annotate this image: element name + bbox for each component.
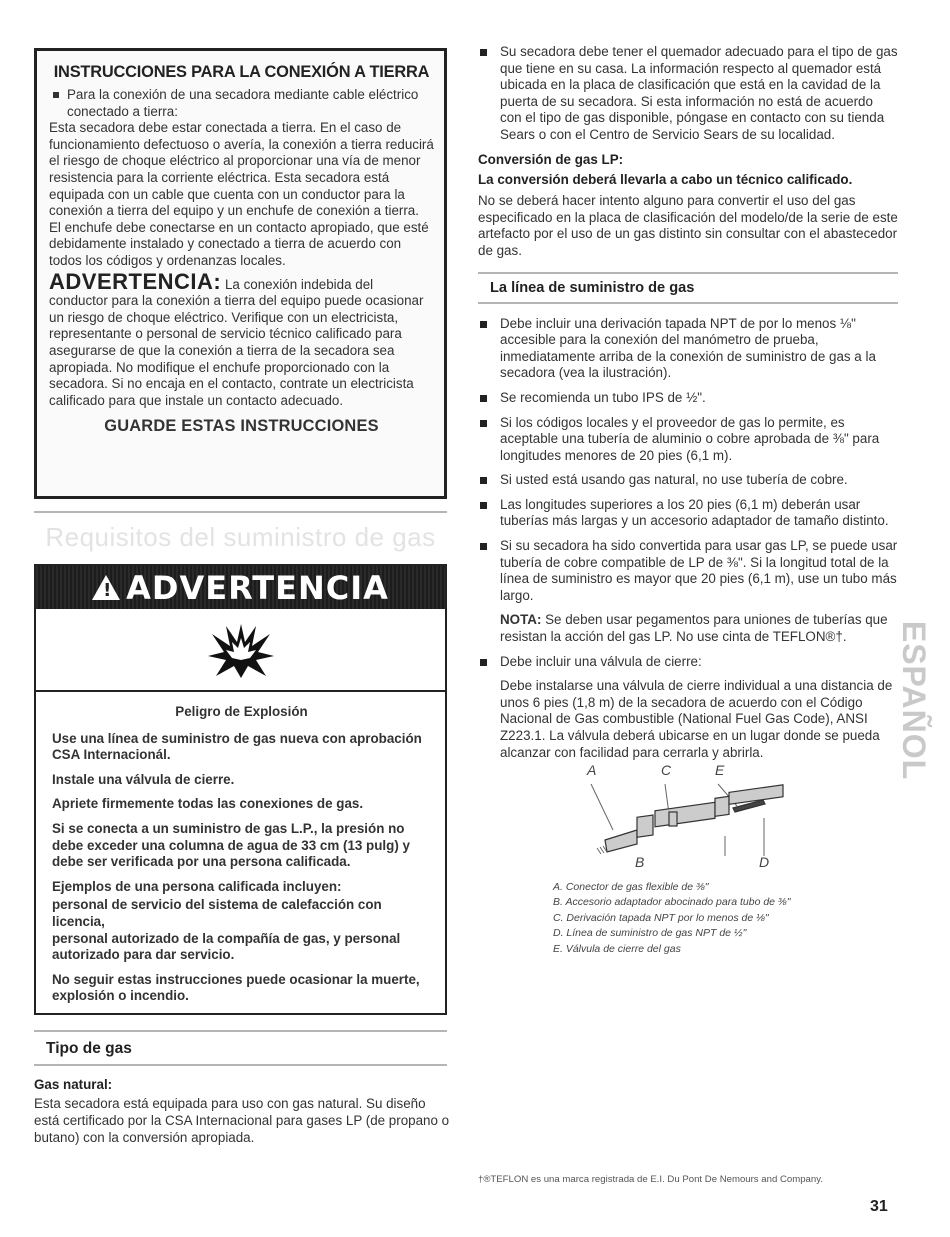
- diagram-label-d: D: [759, 854, 770, 870]
- teflon-footnote: †®TEFLON es una marca registrada de E.I. Du Pont De Nemours and Company.: [478, 1174, 823, 1185]
- section-divider: [34, 1064, 447, 1066]
- valve-bullet: Debe incluir una válvula de cierre:: [478, 654, 898, 671]
- diagram-label-e: E: [715, 762, 725, 778]
- note-label: NOTA:: [500, 612, 542, 628]
- burner-bullet: Su secadora debe tener el quemador adecuado para el tipo de gas que tiene en su casa. La información respecto al quemador está ubicada en la placa de clasificación que está en la cavidad de la puerta de su secadora. Si esta información no está de acuerdo con el tipo de gas disponible, póngase en contacto con su tienda Sears o con el Centro de Servicio Sears de su localidad.: [478, 44, 898, 144]
- section-divider: [478, 272, 898, 274]
- grounding-warning: [49, 268, 434, 410]
- save-instructions-heading: GUARDE ESTAS INSTRUCCIONES: [104, 417, 379, 436]
- supply-bullet-4: Si usted está usando gas natural, no use tubería de cobre.: [478, 472, 898, 489]
- legend-item-b: B. Accesorio adaptador abocinado para tubo de ⅜": [553, 896, 791, 909]
- legend-item-d: D. Línea de suministro de gas NPT de ½": [553, 927, 747, 940]
- warning-line-3: Apriete firmemente todas las conexiones de gas.: [52, 796, 364, 812]
- warning-line-7: No seguir estas instrucciones puede ocasionar la muerte, explosión o incendio.: [52, 971, 420, 1004]
- grounding-bullet: Para la conexión de una secadora mediante cable eléctrico conectado a tierra:: [49, 87, 434, 120]
- warning-line-4: Si se conecta a un suministro de gas L.P., la presión no debe exceder una columna de agua de 33 cm (13 pulg) y debe ser verificada por una persona calificada.: [52, 820, 410, 870]
- warning-line-6: personal de servicio del sistema de calefacción con licencia, personal autorizado de la compañía de gas, y personal autorizado para dar servicio.: [52, 897, 401, 963]
- explosion-icon: [206, 620, 276, 680]
- grounding-warning-text: La conexión indebida del conductor para la conexión a tierra del equipo puede ocasionar un riesgo de choque eléctrico. Verifique con un electricista, representante o personal de servicio técnico calificado para asegurarse de que la conexión a tierra de la secadora sea apropiada. No modifique el enchufe proporcionado con la secadora. Si no encaja en el contacto, contrate un electricista calificado para que instale un contacto adecuado.: [49, 276, 424, 408]
- language-side-tab-label: ESPAÑOL: [896, 620, 933, 780]
- natural-gas-text: Esta secadora está equipada para uso con gas natural. Su diseño está certificado por la CSA Internacional para gases LP (de propano o butano) con la conversión apropiada.: [34, 1096, 450, 1145]
- supply-bullet-3: Si los códigos locales y el proveedor de gas lo permite, es aceptable una tubería de aluminio o cobre aprobada de ⅜" para longitudes menores de 20 pies (6,1 m).: [478, 415, 898, 465]
- grounding-paragraph: Esta secadora debe estar conectada a tierra. En el caso de funcionamiento defectuoso o avería, la conexión a tierra reducirá el riesgo de choque eléctrico al proporcionar una vía de menor resistencia para la corriente eléctrica. Esta secadora está equipada con un cable que cuenta con un conductor para la conexión a tierra del equipo y un enchufe de conexión a tierra. El enchufe debe conectarse en un contacto apropiado, que esté debidamente instalado y conectado a tierra de acuerdo con todos los códigos y ordenanzas locales.: [49, 120, 434, 268]
- warning-header: [36, 566, 445, 609]
- diagram-legend: [553, 880, 883, 957]
- legend-item-c: C. Derivación tapada NPT por lo menos de ⅛": [553, 911, 769, 924]
- supply-bullet-5: Las longitudes superiores a los 20 pies (6,1 m) deberán usar tuberías más largas y un accesorio adaptador de tamaño distinto.: [478, 497, 898, 530]
- legend-item-e: E. Válvula de cierre del gas: [553, 942, 681, 955]
- natural-gas-heading: Gas natural:: [34, 1077, 113, 1092]
- lp-conversion-text: No se deberá hacer intento alguno para convertir el uso del gas especificado en la placa de clasificación del modelo/de la serie de este artefacto por el uso de un gas distinto sin consultar con el abastecedor de gas.: [478, 193, 898, 258]
- language-side-tab: [882, 620, 946, 780]
- warning-line-2: Instale una válvula de cierre.: [52, 771, 235, 787]
- warning-triangle-icon: [92, 575, 120, 600]
- right-column: [478, 44, 898, 769]
- gas-connection-diagram: [575, 762, 790, 872]
- warning-icon-area: [36, 609, 445, 692]
- note-text: Se deben usar pegamentos para uniones de tuberías que resistan la acción del gas LP. No use cinta de TEFLON®†.: [500, 612, 888, 645]
- legend-item-a: A. Conector de gas flexible de ⅜": [553, 881, 709, 893]
- valve-text: Debe instalarse una válvula de cierre individual a una distancia de unos 6 pies (1,8 m) de la secadora de acuerdo con el Código Nacional de Gas combustible (National Fuel Gas Code), ANSI Z223.1. La válvula deberá ubicarse en un lugar donde se pueda alcanzar con facilidad para cerrarla y abrirla.: [500, 678, 893, 760]
- lp-conversion-heading: Conversión de gas LP:: [478, 151, 624, 167]
- supply-bullet-2: Se recomienda un tubo IPS de ½".: [478, 390, 898, 407]
- supply-line-title: La línea de suministro de gas: [490, 279, 695, 296]
- warning-body: [36, 692, 445, 1021]
- grounding-bullet-list: [49, 87, 434, 120]
- warning-line-1: Use una línea de suministro de gas nueva con aprobación CSA Internacionál.: [52, 730, 422, 763]
- supply-bullet-6: Si su secadora ha sido convertida para usar gas LP, se puede usar tubería de cobre compatible de LP de ⅜". Si la longitud total de la línea de suministro es mayor que 20 pies (6,1 m), use un tubo más largo.: [478, 538, 898, 604]
- grounding-instructions-box: [34, 48, 447, 499]
- lp-conversion-bold: La conversión deberá llevarla a cabo un técnico calificado.: [478, 172, 853, 188]
- section-divider: [34, 1030, 447, 1032]
- gas-requirements-title: Requisitos del suministro de gas: [45, 522, 436, 552]
- grounding-warning-word: ADVERTENCIA:: [49, 268, 222, 294]
- gas-type-title: Tipo de gas: [46, 1040, 132, 1057]
- section-divider: [478, 302, 898, 304]
- note-paragraph: [478, 612, 898, 645]
- gas-pipe-drawing: [575, 778, 790, 856]
- page-number: 31: [870, 1198, 888, 1215]
- diagram-label-c: C: [661, 762, 672, 778]
- diagram-label-b: B: [635, 854, 645, 870]
- warning-title: Peligro de Explosión: [175, 704, 308, 719]
- warning-line-5: Ejemplos de una persona calificada incluyen:: [52, 878, 342, 894]
- explosion-warning-box: [34, 564, 447, 1015]
- section-divider: [34, 511, 447, 513]
- supply-bullet-1: Debe incluir una derivación tapada NPT de por lo menos ⅛" accesible para la conexión del manómetro de prueba, inmediatamente arriba de la conexión de suministro de gas a la secadora (vea la ilustración).: [478, 316, 898, 382]
- grounding-title: INSTRUCCIONES PARA LA CONEXIÓN A TIERRA: [53, 63, 430, 81]
- warning-header-label: ADVERTENCIA: [126, 568, 389, 607]
- diagram-label-a: A: [587, 762, 597, 778]
